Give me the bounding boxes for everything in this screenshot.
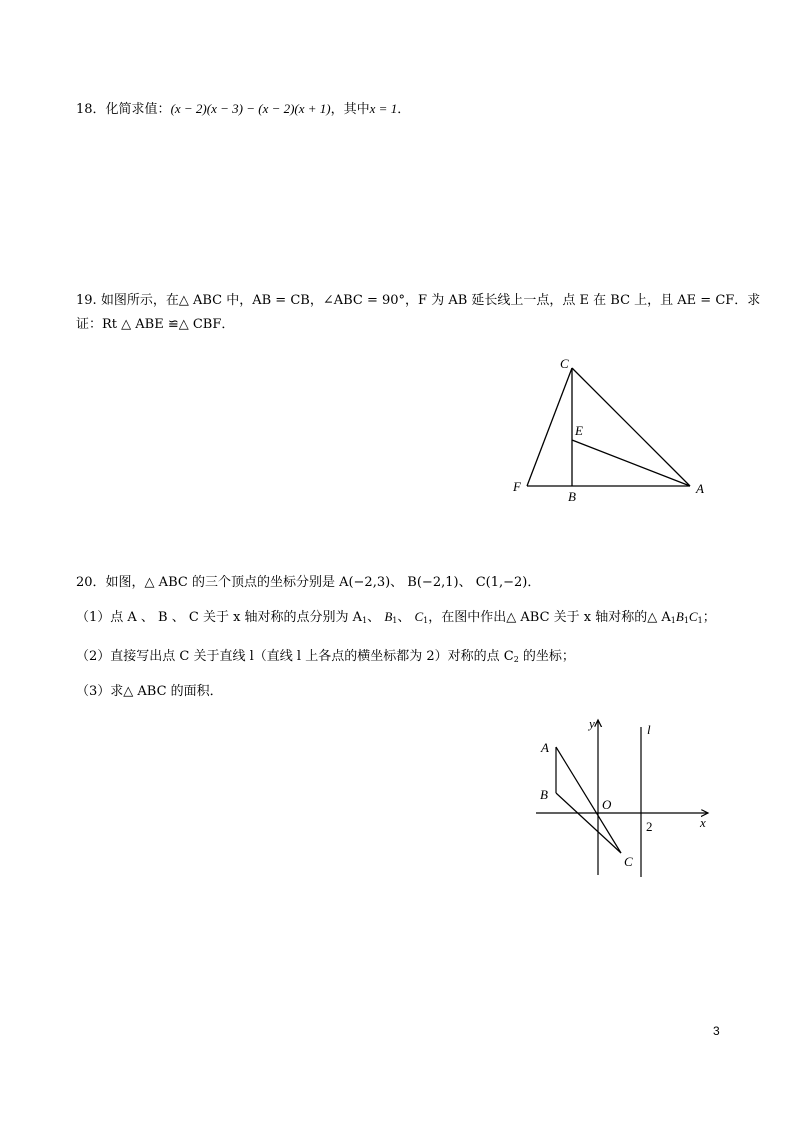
vertex-label-a: A xyxy=(541,740,549,755)
q20-part2-pre: （2）直接写出点 C 关于直线 l（直线 l 上各点的横坐标都为 2）对称的点 C xyxy=(76,649,514,664)
origin-label-o: O xyxy=(602,797,612,812)
q18-condition: x = 1 xyxy=(369,101,398,116)
q19-number: 19. xyxy=(76,293,97,308)
q20-part1-mid: ，在图中作出△ ABC 关于 x 轴对称的△ A xyxy=(428,610,671,625)
label-c: C xyxy=(560,356,569,371)
line-label-l: l xyxy=(647,722,651,737)
q18-expression: (x − 2)(x − 3) − (x − 2)(x + 1) xyxy=(170,101,331,116)
label-e: E xyxy=(575,423,583,438)
q20-part2: （2）直接写出点 C 关于直线 l（直线 l 上各点的横坐标都为 2）对称的点 $C_2$ 的坐标； xyxy=(76,649,575,664)
q20-part3-text: （3）求△ ABC 的面积． xyxy=(76,684,223,699)
vertex-label-b: B xyxy=(540,787,548,802)
q20-statement: 如图，△ ABC 的三个顶点的坐标分别是 A(−2,3)、 B(−2,1)、 C(1,−2)． xyxy=(105,575,541,590)
label-b: B xyxy=(568,489,576,504)
q19-line1 xyxy=(76,292,760,310)
page-number: 3 xyxy=(713,1024,720,1038)
q18-text xyxy=(76,100,410,119)
q18-prefix: 化简求值： xyxy=(105,102,171,117)
q20-part3 xyxy=(76,683,223,701)
q19-statement-cont: 证：Rt △ ABE ≌△ CBF． xyxy=(76,317,235,332)
q20-line1 xyxy=(76,574,540,592)
q20-part2-post: 的坐标； xyxy=(518,649,575,664)
q19-line2 xyxy=(76,316,234,334)
segment-cf xyxy=(527,368,572,486)
label-a: A xyxy=(696,481,704,496)
q19-statement: 如图所示，在△ ABC 中，AB = CB，∠ABC = 90°，F 为 AB 延长线上一点，点 E 在 BC 上，且 AE = CF．求 xyxy=(100,293,761,308)
vertex-label-c: C xyxy=(624,854,633,869)
q18-number: 18． xyxy=(76,102,106,117)
tick-label-2: 2 xyxy=(646,819,653,834)
q20-coordinate-figure xyxy=(530,712,720,882)
axis-label-x: x xyxy=(700,815,706,830)
q19-triangle-figure xyxy=(505,355,720,505)
q18-end: ． xyxy=(397,102,411,117)
q20-number: 20． xyxy=(76,575,106,590)
label-f: F xyxy=(513,479,521,494)
q18-middle: ，其中 xyxy=(330,102,370,117)
q20-part1-pre: （1）点 A 、 B 、 C 关于 x 轴对称的点分别为 A xyxy=(76,610,363,625)
q20-part1: （1）点 A 、 B 、 C 关于 x 轴对称的点分别为 $A_1$、 $B_1$、 $C_1$，在图中作出△ ABC 关于 x 轴对称的△ $A_1B_1C_1$； xyxy=(76,609,716,625)
segment-ea xyxy=(572,440,690,486)
segment-ca xyxy=(572,368,690,486)
axis-label-y: y xyxy=(589,716,595,731)
